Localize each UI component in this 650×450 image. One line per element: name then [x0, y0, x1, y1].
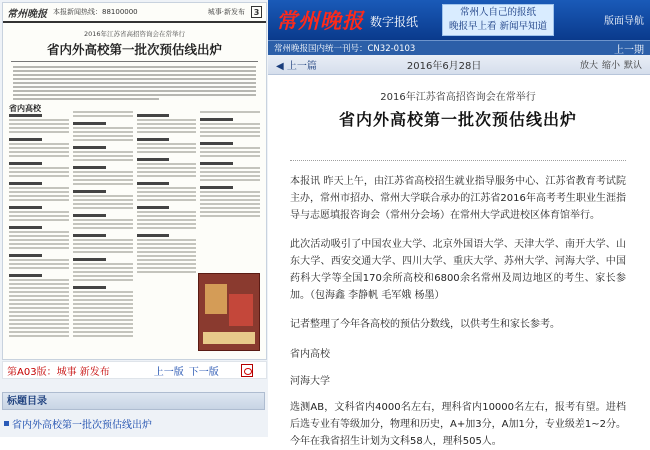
zoom-in-button[interactable]: 放大 [579, 61, 598, 71]
issue-bar [268, 40, 650, 55]
thumbnail-logo: 常州晚报 [7, 8, 47, 20]
thumbnail-page-badge: 3 [251, 6, 262, 18]
previous-issue-link[interactable]: 上一期 [614, 44, 644, 56]
article-title: 省内外高校第一批次预估线出炉 [338, 110, 577, 129]
site-banner [268, 0, 650, 40]
slogan-line-1: 常州人自己的报纸 [459, 7, 536, 18]
school-name: 河海大学 [290, 376, 330, 387]
right-panel [268, 0, 650, 447]
thumbnail-section: 城事·新发布 [207, 8, 245, 16]
article-paragraph-3: 记者整理了今年各高校的预估分数线，以供考生和家长参考。 [290, 319, 560, 330]
zoom-default-button[interactable]: 默认 [623, 61, 642, 71]
thumbnail-header-info: 本报新闻热线：88100000 [53, 8, 138, 16]
previous-article-link[interactable]: ◀ 上一篇 [276, 61, 317, 72]
toc-header: 标题目录 [2, 392, 265, 410]
thumbnail-intro-text [13, 66, 256, 100]
prev-page-link[interactable]: 上一版 [153, 366, 184, 378]
thumbnail-title: 省内外高校第一批次预估线出炉 [11, 40, 258, 62]
next-page-link[interactable]: 下一版 [188, 366, 219, 378]
issue-number: 常州晚报国内统一刊号：CN32-0103 [274, 44, 416, 54]
article-paragraph-4: 选测AB，文科省内4000名左右，理科省内10000名左右，报考有望。进档后选专业有等级加分，物理和历史，A+加3分，A加1分，专业级差1~2分。今年在我省招生计划为文科58人，理科505人。 [290, 402, 626, 447]
toc-item[interactable] [4, 416, 152, 431]
left-panel [0, 0, 268, 437]
page-nav-link[interactable]: 版面导航 [604, 16, 644, 27]
section-label: 省内高校 [290, 349, 330, 360]
bullet-icon [4, 421, 9, 426]
edition-label: 第A03版：城事 新发布 [7, 366, 110, 378]
issue-date: 2016年6月28日 [406, 61, 482, 72]
article-toolbar [268, 55, 650, 75]
thumbnail-advertisement [198, 273, 260, 351]
page-thumbnail[interactable] [2, 2, 267, 360]
thumbnail-pre-title: 2016年江苏省高招咨询会在常举行 [83, 30, 186, 38]
site-logo: 常州晚报 [276, 8, 364, 33]
article-body [268, 76, 650, 447]
article-paragraph-1: 本报讯 昨天上午，由江苏省高校招生就业指导服务中心、江苏省教育考试院主办，常州市招办、常州大学联合承办的江苏省2016年高考考生职业生涯指导与志愿填报咨询会（常州分会场）在常州大学武进校区体育馆举行。 [290, 176, 626, 221]
slogan-box [442, 4, 554, 36]
divider [290, 160, 626, 161]
thumbnail-header [3, 3, 266, 23]
toc-item-label[interactable]: 省内外高校第一批次预估线出炉 [12, 420, 152, 431]
article-pre-title: 2016年江苏省高招咨询会在常举行 [380, 92, 536, 103]
site-logo-subtitle: 数字报纸 [370, 15, 419, 29]
zoom-tools [580, 58, 642, 71]
article-paragraph-2: 此次活动吸引了中国农业大学、北京外国语大学、天津大学、南开大学、山东大学、西安交通大学、四川大学、重庆大学、苏州大学、河海大学、中国药科大学等全国170余所高校和6800余名常州及周边地区的考生、家长参加。（包海鑫 李静帆 毛军娥 杨墨） [290, 239, 626, 301]
thumbnail-column-heading: 省内高校 [9, 104, 41, 113]
zoom-out-button[interactable]: 缩小 [601, 61, 620, 71]
pdf-icon[interactable] [241, 364, 253, 377]
page-info-bar [2, 361, 267, 379]
slogan-line-2: 晚报早上看 新闻早知道 [448, 21, 548, 32]
